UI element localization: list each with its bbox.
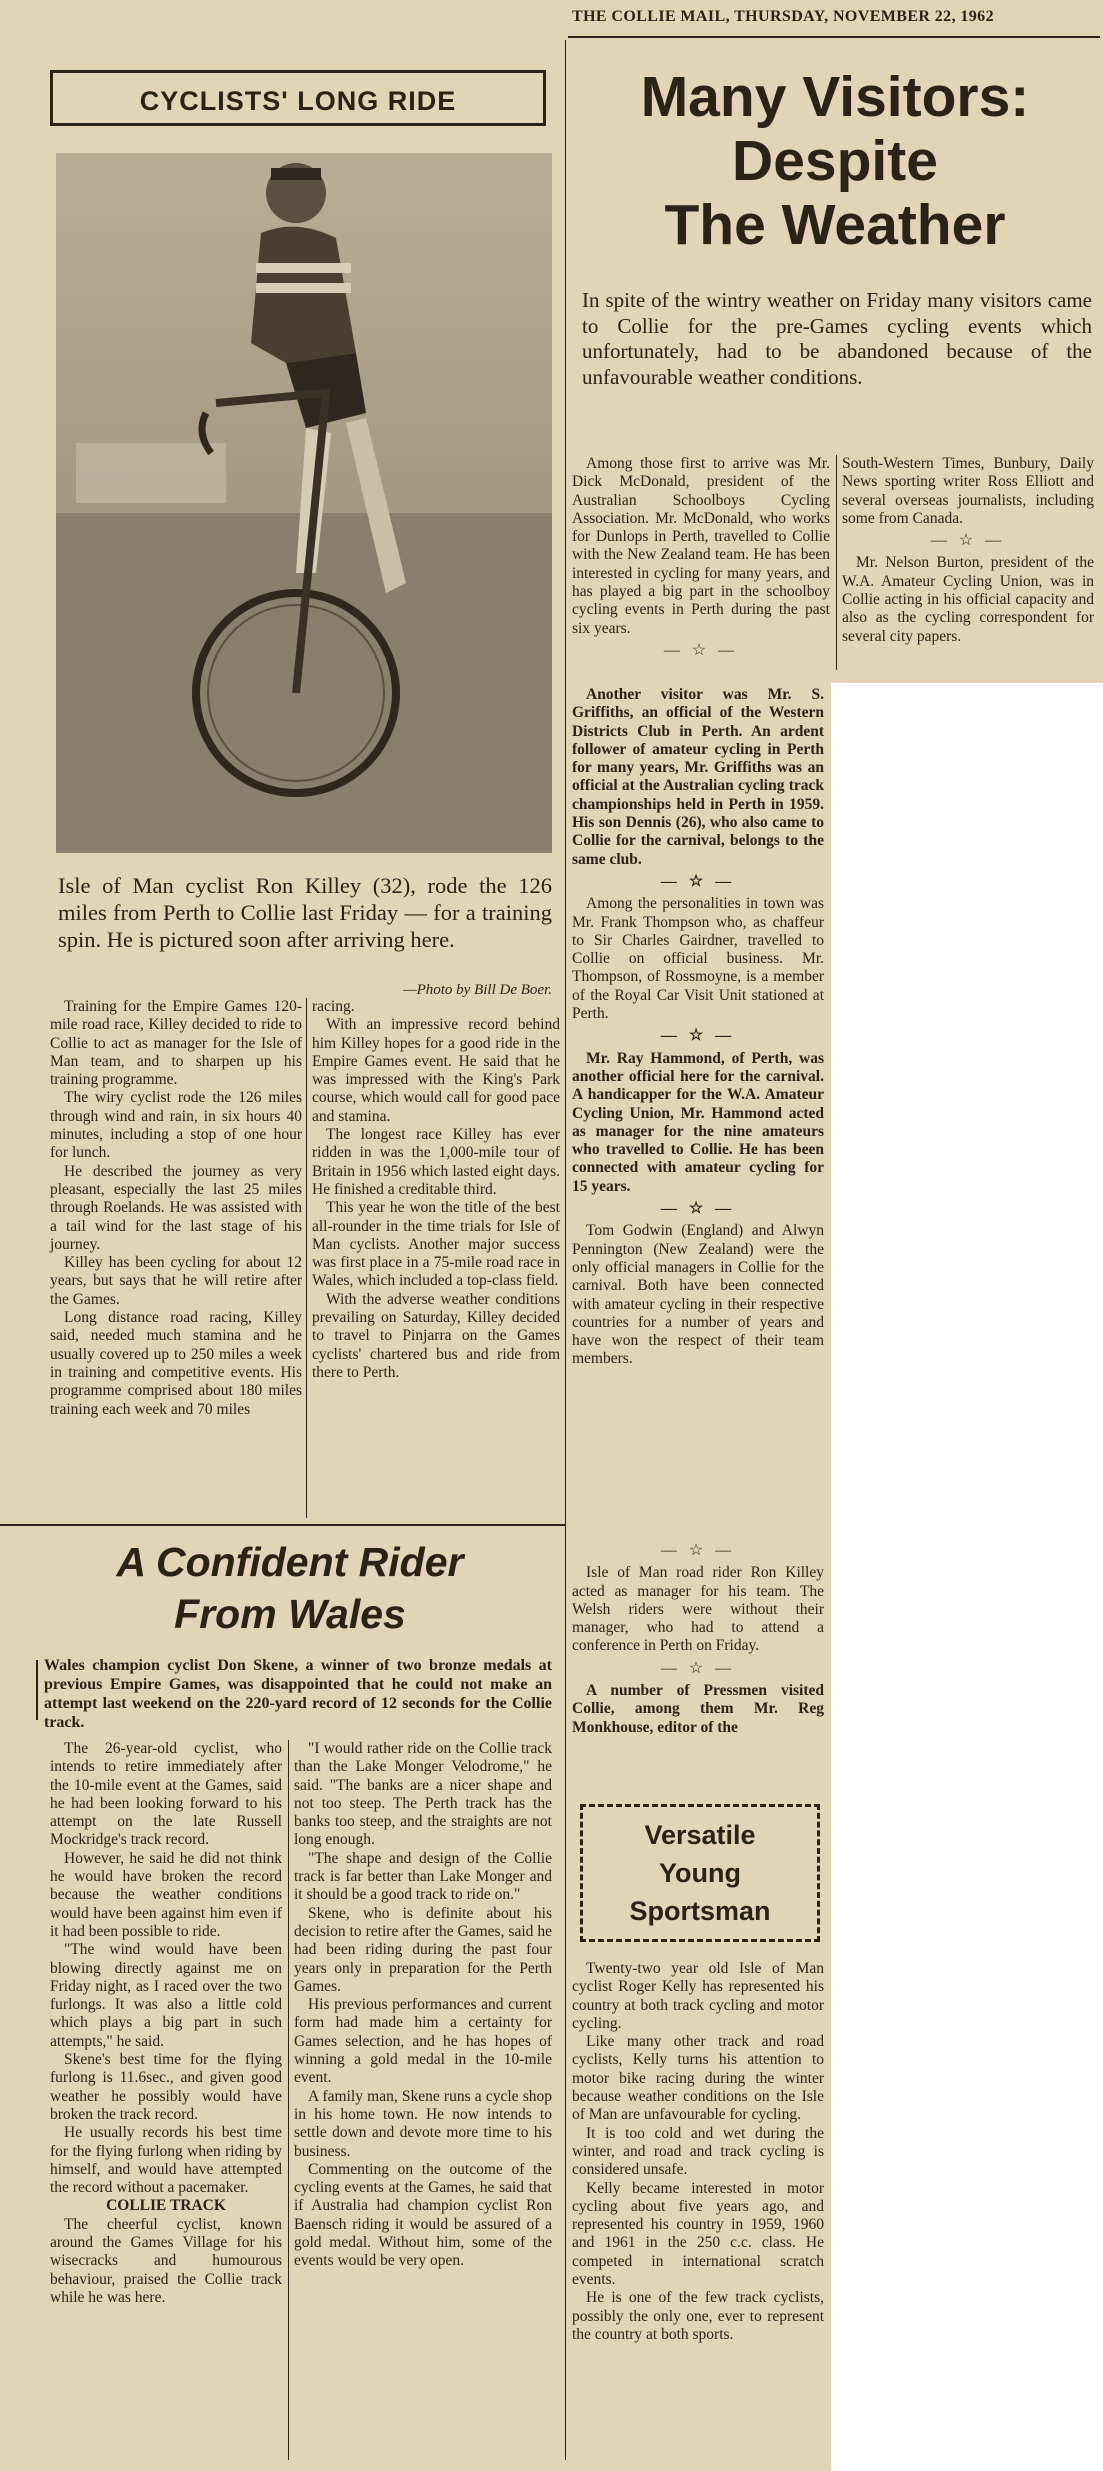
- left-story-col1: [50, 998, 302, 1419]
- photo-credit: —Photo by Bill De Boer.: [403, 982, 552, 998]
- paragraph: The 26-year-old cyclist, who intends to retire immediately after the 10-mile event at the Games, said he had been looking forward to his attempt on the late Russell Mockridge's track record.: [50, 1740, 282, 1849]
- photo-caption: Isle of Man cyclist Ron Killey (32), rode the 126 miles from Perth to Collie last Friday — for a training spin. He is pictured soon after arriving here.: [58, 873, 552, 952]
- paragraph: With an impressive record behind him Killey hopes for a good ride in the Empire Games event. He said that he was impressed with the King's Park course, which would call for good pace and stamina.: [312, 1016, 560, 1125]
- wales-headline: [20, 1536, 560, 1640]
- paragraph: Skene, who is definite about his decision to retire after the Games, said he had been riding during the past four years only in preparation for the Perth Games.: [294, 1904, 552, 1995]
- paragraph: South-Western Times, Bunbury, Daily News sporting writer Ross Elliott and several overseas journalists, including some from Canada.: [842, 455, 1094, 527]
- paragraph: He is one of the few track cyclists, possibly the only one, ever to represent the country at both sports.: [572, 2289, 824, 2343]
- visitors-continued: [572, 686, 824, 1369]
- visitors-col-a: [572, 455, 830, 664]
- masthead: THE COLLIE MAIL, THURSDAY, NOVEMBER 22, 1962: [572, 8, 994, 25]
- page-column-rule: [565, 40, 566, 2460]
- paragraph: A number of Pressmen visited Collie, among them Mr. Reg Monkhouse, editor of the: [572, 1682, 824, 1736]
- paragraph: Isle of Man road rider Ron Killey acted as manager for his team. The Welsh riders were without their manager, who had to attend a conference in Perth on Friday.: [572, 1564, 824, 1655]
- headline-line: Despite: [732, 129, 938, 193]
- column-rule: [306, 998, 307, 1518]
- paragraph: The longest race Killey has ever ridden in was the 1,000-mile tour of Britain in 1956 which lasted eight days. He finished a creditable third.: [312, 1126, 560, 1198]
- paragraph: Tom Godwin (England) and Alwyn Pennington (New Zealand) were the only official managers in Collie for the carnival. Both have been connected with amateur cycling in their respective countries for a number of years and have won the respect of their team members.: [572, 1222, 824, 1368]
- headline-line: Versatile: [644, 1820, 756, 1850]
- visitors-continued-2: [572, 1538, 824, 1737]
- star-separator: — ☆ —: [660, 1027, 736, 1045]
- paragraph: He described the journey as very pleasant, especially the last 25 miles through Roelands. He was assisted with a tail wind for the last stage of his journey.: [50, 1162, 302, 1253]
- masthead-rule: [568, 36, 1100, 38]
- kicker-title: CYCLISTS' LONG RIDE: [139, 86, 457, 116]
- visitors-lead: In spite of the wintry weather on Friday many visitors came to Collie for the pre-Games cycling events which unfortunately, had to be abandoned because of the unfavourable weather conditions.: [582, 288, 1092, 389]
- left-story-col2: [312, 998, 560, 1382]
- sportsman-headline: [580, 1816, 820, 1930]
- paragraph: This year he won the title of the best all-rounder in the time trials for Isle of Man cyclists. Another major success was first place in a 75-mile road race in Wales, which included a top-class field.: [312, 1199, 560, 1290]
- star-separator: — ☆ —: [930, 532, 1006, 550]
- section-rule: [0, 1524, 566, 1526]
- paragraph: "The wind would have been blowing directly against me on Friday night, as I raced over the two furlongs. It was also a little cold which plays a big part in such attempts," he said.: [50, 1941, 282, 2050]
- paragraph: Commenting on the outcome of the cycling events at the Games, he said that if Australia had champion cyclist Ron Baensch riding it would be assured of a gold medal. Without him, some of the events would be very open.: [294, 2160, 552, 2270]
- paragraph: Kelly became interested in motor cycling about five years ago, and represented his country in 1959, 1960 and 1961 in the 250 c.c. class. He competed in international scratch events.: [572, 2179, 824, 2289]
- headline-line: A Confident Rider: [116, 1539, 464, 1585]
- headline-line: From Wales: [174, 1591, 406, 1637]
- wales-lead: Wales champion cyclist Don Skene, a winner of two bronze medals at previous Empire Games, was disappointed that he could not make an attempt last weekend on the 220-yard record of 12 seconds for the Collie track.: [44, 1657, 552, 1731]
- visitors-headline: [572, 65, 1098, 257]
- headline-line: Many Visitors:: [640, 65, 1030, 129]
- sportsman-body: [572, 1960, 824, 2344]
- paragraph: With the adverse weather conditions prevailing on Saturday, Killey decided to travel to Pinjarra on the Games cyclists' chartered bus and ride from there to Perth.: [312, 1290, 560, 1381]
- star-separator: — ☆ —: [663, 641, 739, 659]
- paragraph: Training for the Empire Games 120-mile road race, Killey decided to ride to Collie to act as manager for the Isle of Man team, and to sharpen up his training programme.: [50, 998, 302, 1089]
- headline-line: The Weather: [664, 193, 1006, 257]
- visitors-col-b: [842, 455, 1094, 646]
- subhead-collie-track: COLLIE TRACK: [106, 2197, 226, 2215]
- paragraph: Like many other track and road cyclists, Kelly turns his attention to motor bike racing during the winter because weather conditions on the Isle of Man are unfavourable for cycling.: [572, 2033, 824, 2124]
- star-separator: — ☆ —: [660, 1659, 736, 1677]
- paragraph: The cheerful cyclist, known around the Games Village for his wisecracks and humourous behaviour, praised the Collie track while he was here.: [50, 2215, 282, 2306]
- headline-line: Young: [659, 1858, 741, 1888]
- paragraph: Mr. Ray Hammond, of Perth, was another official here for the carnival. A handicapper for the W.A. Amateur Cycling Union, Mr. Hammond acted as manager for the nine amateurs who travelled to Collie. He has been connected with amateur cycling for 15 years.: [572, 1049, 824, 1195]
- column-rule: [288, 1740, 289, 2460]
- paragraph: A family man, Skene runs a cycle shop in his home town. He now intends to settle down and devote more time to his business.: [294, 2087, 552, 2160]
- star-separator: — ☆ —: [660, 1542, 736, 1559]
- paragraph: Another visitor was Mr. S. Griffiths, an official of the Western Districts Club in Perth. An ardent follower of amateur cycling in Perth for many years, Mr. Griffiths was an official at the Australian cycling track championships held in Perth in 1959. His son Dennis (26), who also came to Collie for the carnival, belongs to the same club.: [572, 686, 824, 868]
- paragraph: Mr. Nelson Burton, president of the W.A. Amateur Cycling Union, was in Collie acting in his official capacity and also as the cycling correspondent for several city papers.: [842, 554, 1094, 645]
- paragraph: Long distance road racing, Killey said, needed much stamina and he usually covered up to 250 miles a week in training and competitive events. His programme comprised about 180 miles training each week and 70 miles: [50, 1309, 302, 1418]
- paragraph: racing.: [312, 998, 355, 1015]
- paragraph: Killey has been cycling for about 12 years, but says that he will retire after the Games.: [50, 1254, 302, 1308]
- lead-rule: [36, 1660, 38, 1720]
- cyclist-illustration: [56, 153, 552, 853]
- cyclist-photo: [56, 153, 552, 853]
- paragraph: He usually records his best time for the flying furlong when riding by himself, and would have attempted the record without a pacemaker.: [50, 2124, 282, 2197]
- wales-col1: [50, 1740, 282, 2307]
- headline-line: Sportsman: [629, 1896, 771, 1926]
- paragraph: However, he said he did not think he would have broken the record because the weather conditions would have been against him even if it had been possible to ride.: [50, 1849, 282, 1940]
- paragraph: The wiry cyclist rode the 126 miles through wind and rain, in six hours 40 minutes, including a stop of one hour for lunch.: [50, 1089, 302, 1162]
- paragraph: "I would rather ride on the Collie track than the Lake Monger Velodrome," he said. "The banks are a nicer shape and not too steep. The Perth track has the banks too steep, and the straights are not long enough.: [294, 1740, 552, 1849]
- paragraph: It is too cold and wet during the winter, and road and track cycling is considered unsafe.: [572, 2124, 824, 2179]
- wales-col2: [294, 1740, 552, 2271]
- paragraph: Twenty-two year old Isle of Man cyclist Roger Kelly has represented his country at both track cycling and motor cycling.: [572, 1960, 824, 2032]
- paragraph: Skene's best time for the flying furlong is 11.6sec., and given good weather he possibly would have broken the track record.: [50, 2051, 282, 2123]
- paragraph: "The shape and design of the Collie track is far better than Lake Monger and it should be a good track to ride on.": [294, 1849, 552, 1904]
- paragraph: Among those first to arrive was Mr. Dick McDonald, president of the Australian Schoolboys Cycling Association. Mr. McDonald, who works for Dunlops in Perth, travelled to Collie with the New Zealand team. He has been interested in cycling for many years, and has played a big part in the schoolboy cycling events in Perth during the past six years.: [572, 455, 830, 637]
- paragraph: Among the personalities in town was Mr. Frank Thompson who, as chaffeur to Sir Charles Gairdner, travelled to Collie on official business. Mr. Thompson, of Rossmoyne, is a member of the Royal Car Visit Unit stationed at Perth.: [572, 895, 824, 1023]
- paragraph: His previous performances and current form had made him a certainty for Games selection, and he has hopes of winning a gold medal in the 10-mile event.: [294, 1996, 552, 2087]
- column-rule: [836, 455, 837, 670]
- star-separator: — ☆ —: [660, 872, 736, 890]
- star-separator: — ☆ —: [660, 1200, 736, 1218]
